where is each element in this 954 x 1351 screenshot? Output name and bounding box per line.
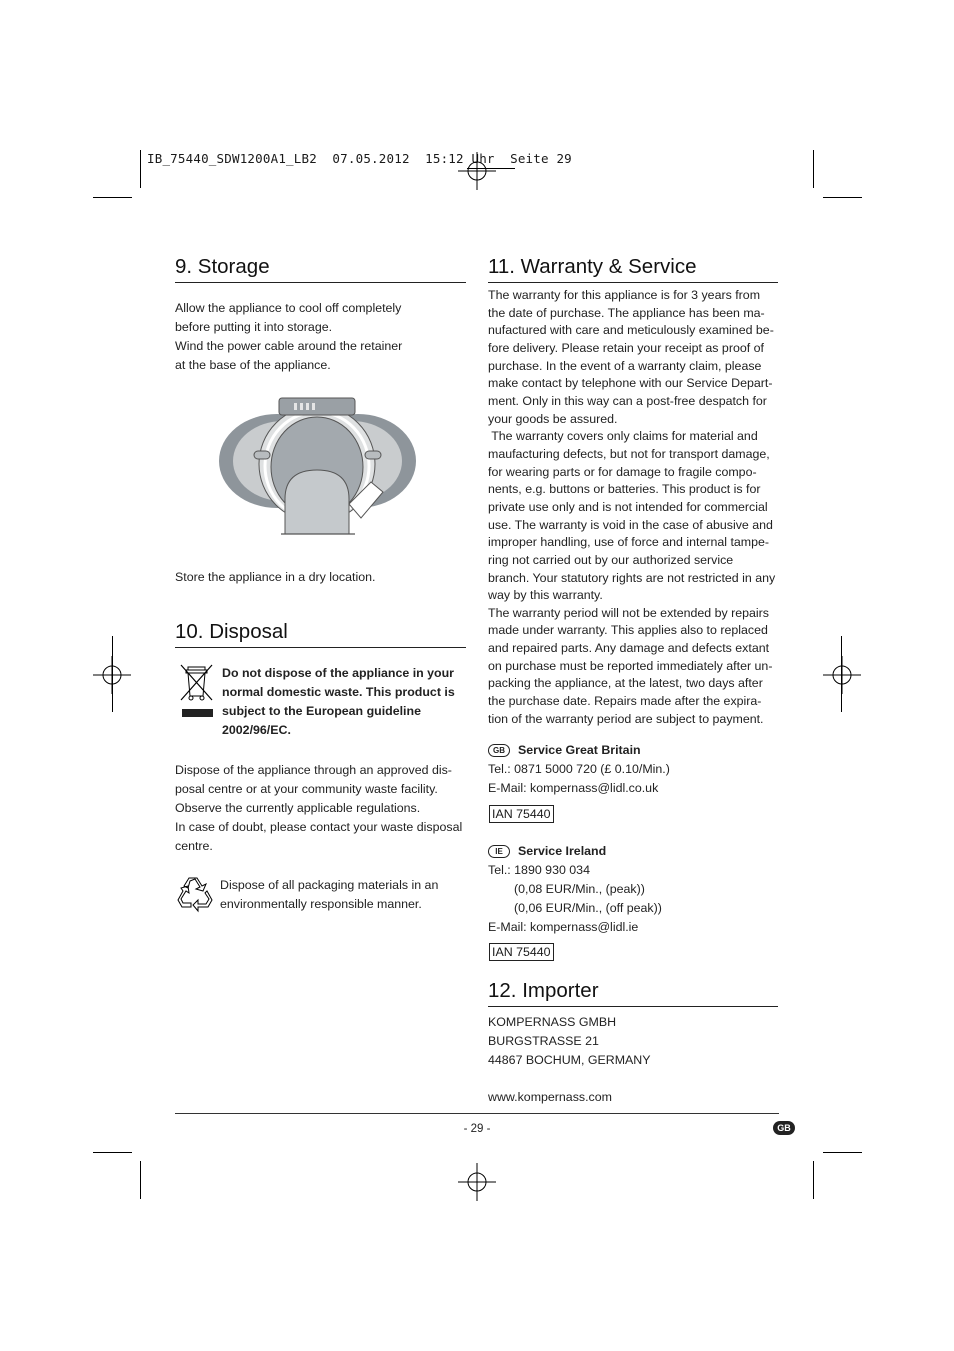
text-line: packing the appliance, at the latest, two days after [488, 676, 763, 691]
text-line: improper handling, use of force and internal tampe- [488, 535, 770, 550]
registration-mark-icon [823, 656, 861, 694]
service-ie-offpeak: (0,06 EUR/Min., (off peak)) [514, 901, 662, 915]
appliance-storage-illustration [215, 394, 420, 536]
text-line: 2002/96/EC. [222, 723, 291, 737]
ian-box-gb: IAN 75440 [489, 805, 554, 823]
text-line: ring not carried out by our authorized service [488, 552, 734, 567]
text-line: 44867 BOCHUM, GERMANY [488, 1053, 651, 1067]
text-line: centre. [175, 839, 213, 853]
crop-mark [813, 150, 814, 188]
service-ie-tel: Tel.: 1890 930 034 [488, 863, 590, 877]
text-line: branch. Your statutory rights are not restricted in any [488, 570, 776, 585]
text-line: Store the appliance in a dry location. [175, 570, 376, 584]
importer-heading: 12. Importer [488, 979, 778, 1007]
registration-mark-icon [458, 152, 496, 190]
registration-line [841, 636, 842, 712]
text-line: BURGSTRASSE 21 [488, 1034, 599, 1048]
text-line: made under warranty. This applies also to replaced [488, 623, 768, 638]
ie-country-badge: IE [488, 845, 510, 858]
language-badge: GB [773, 1121, 795, 1135]
text-line: The warranty covers only claims for material and [488, 429, 758, 444]
text-line: fore delivery. Please retain your receipt as proof of [488, 340, 764, 355]
service-gb-block [488, 741, 778, 798]
text-line: the date of purchase. The appliance has been ma- [488, 305, 765, 320]
text-line: Allow the appliance to cool off completely [175, 301, 402, 315]
text-line: The warranty for this appliance is for 3 years from [488, 288, 761, 302]
crop-mark [93, 1152, 132, 1153]
text-line: at the base of the appliance. [175, 358, 331, 372]
service-gb-email: E-Mail: kompernass@lidl.co.uk [488, 781, 659, 795]
storage-heading: 9. Storage [175, 255, 466, 283]
text-line: the purchase date. Repairs made after the expira- [488, 694, 762, 709]
service-ie-peak: (0,08 EUR/Min., (peak)) [514, 882, 645, 896]
text-line: for wearing parts or for damage to fragile compo- [488, 464, 757, 479]
text-line: Dispose of all packaging materials in an [220, 878, 439, 892]
disposal-warning [222, 664, 466, 740]
crop-mark [140, 1161, 141, 1199]
crop-mark [823, 1152, 862, 1153]
text-line: The warranty period will not be extended by repairs [488, 605, 770, 620]
recycling-icon [176, 877, 214, 913]
service-ie-title [488, 842, 778, 861]
storage-location-text [175, 568, 466, 587]
text-line: private use only and is not intended for commercial [488, 499, 768, 514]
gb-country-badge: GB [488, 744, 510, 757]
text-line: nents, e.g. buttons or batteries. This product is for [488, 482, 761, 497]
importer-address [488, 1013, 778, 1070]
text-line: Observe the currently applicable regulations. [175, 801, 421, 815]
service-ie-title-text: Service Ireland [518, 844, 607, 858]
text-line: and repaired parts. Any damage and defects extant [488, 641, 770, 656]
disposal-paragraph [175, 761, 466, 856]
warranty-paragraph [488, 287, 783, 728]
text-line: normal domestic waste. This product is [222, 685, 455, 699]
text-line: posal centre or at your community waste facility. [175, 782, 438, 796]
crop-mark [93, 197, 132, 198]
text-line: way by this warranty. [488, 588, 603, 603]
service-gb-title [488, 741, 778, 760]
text-line: purchase. In the event of a warranty claim, please [488, 358, 762, 373]
text-line: Dispose of the appliance through an approved dis- [175, 763, 452, 777]
service-ie-email: E-Mail: kompernass@lidl.ie [488, 920, 639, 934]
service-gb-title-text: Service Great Britain [518, 743, 641, 757]
storage-paragraph [175, 299, 466, 375]
print-slug: IB_75440_SDW1200A1_LB2 07.05.2012 15:12 Uhr Seite 29 [147, 151, 572, 166]
crop-mark [140, 150, 141, 188]
packaging-disposal-text [220, 876, 466, 914]
text-line: before putting it into storage. [175, 320, 333, 334]
text-line: In case of doubt, please contact your waste disposal [175, 820, 463, 834]
registration-mark-icon [458, 1163, 496, 1201]
importer-website: www.kompernass.com [488, 1090, 612, 1104]
page-number: - 29 - [463, 1123, 491, 1135]
text-line: maufacturing defects, but not for transport damage, [488, 446, 770, 461]
text-line: nufactured with care and meticulously examined be- [488, 323, 774, 338]
ian-box-ie: IAN 75440 [489, 943, 554, 961]
service-ie-block [488, 842, 778, 937]
registration-line [112, 636, 113, 712]
text-line: tion of the warranty period are subject to payment. [488, 711, 764, 726]
text-line: Wind the power cable around the retainer [175, 339, 403, 353]
text-line: KOMPERNASS GMBH [488, 1015, 617, 1029]
warranty-heading: 11. Warranty & Service [488, 255, 778, 283]
text-line: on purchase must be reported immediately after un- [488, 658, 773, 673]
service-gb-tel: Tel.: 0871 5000 720 (£ 0.10/Min.) [488, 762, 670, 776]
crossed-bin-icon [179, 663, 214, 719]
footer-rule [175, 1113, 779, 1114]
text-line: subject to the European guideline [222, 704, 421, 718]
text-line: make contact by telephone with our Service Depart- [488, 376, 773, 391]
crop-mark [813, 1161, 814, 1199]
text-line: ment. Only in this way can a post-free despatch for [488, 393, 767, 408]
text-line: your goods be assured. [488, 411, 618, 426]
disposal-heading: 10. Disposal [175, 620, 466, 648]
text-line: Do not dispose of the appliance in your [222, 666, 454, 680]
text-line: environmentally responsible manner. [220, 897, 422, 911]
text-line: use. The warranty is void in the case of abusive and [488, 517, 773, 532]
crop-mark [823, 197, 862, 198]
